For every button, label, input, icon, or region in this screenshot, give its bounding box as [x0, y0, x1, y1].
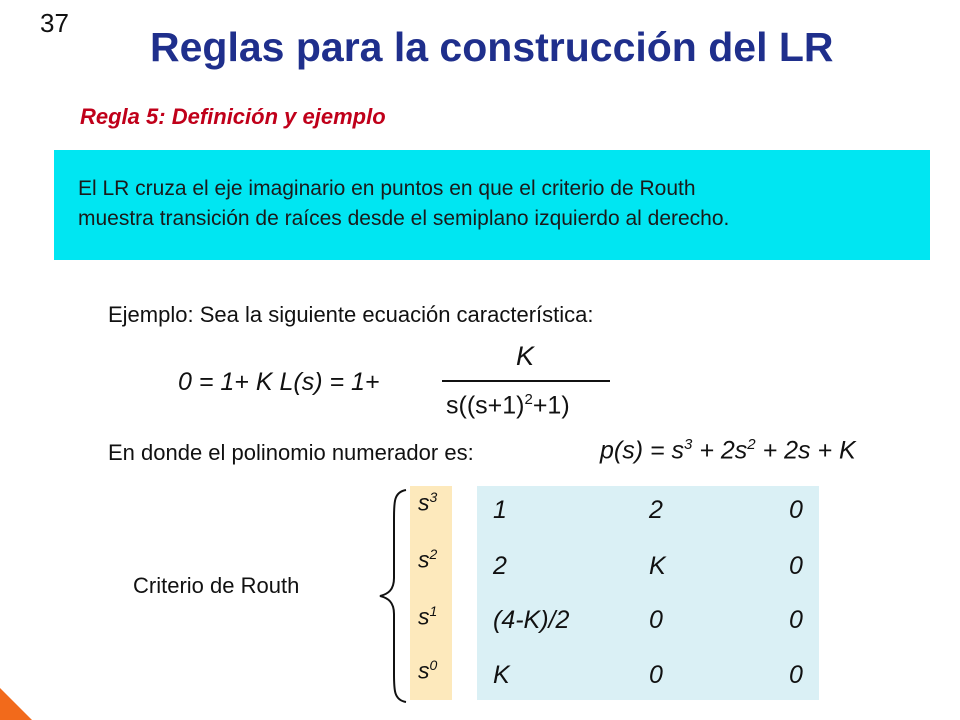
routh-table [477, 486, 819, 700]
poly-mid: + 2s [692, 436, 748, 465]
rule-line-1: El LR cruza el eje imaginario en puntos en que el criterio de Routh [78, 177, 696, 200]
rule-definition-text [78, 174, 729, 234]
polynomial-intro: En donde el polinomio numerador es: [108, 440, 474, 465]
routh-cell: 2 [649, 496, 663, 524]
row-label-s3: $s^3$ [418, 489, 438, 516]
row-label-s1: $s^1$ [418, 603, 438, 630]
slide-title: Reglas para la construcción del LR [150, 24, 834, 70]
routh-row-labels [410, 486, 452, 700]
rule-definition-box [54, 150, 930, 260]
routh-cell: 0 [789, 552, 803, 580]
poly-tail: + 2s + K [755, 436, 856, 465]
equation-left-side: 0 = 1+ K L(s) = 1+ [178, 368, 380, 396]
slide-subtitle: Regla 5: Definición y ejemplo [80, 104, 386, 129]
example-intro: Ejemplo: Sea la siguiente ecuación característica: [108, 302, 594, 327]
poly-prefix: p(s) = s [600, 436, 685, 465]
left-brace-icon [376, 486, 414, 706]
routh-cell: 0 [789, 661, 803, 689]
denominator-base: s((s+1) [446, 391, 525, 420]
routh-cell: 1 [493, 496, 507, 524]
poly-exponent-3: 3 [684, 436, 693, 453]
corner-accent [0, 688, 32, 720]
fraction-denominator [446, 391, 570, 420]
routh-cell: (4-K)/2 [493, 606, 570, 634]
routh-cell: 0 [789, 606, 803, 634]
poly-exponent-2: 2 [747, 436, 756, 453]
fraction-bar [442, 380, 610, 382]
routh-cell: K [649, 552, 666, 580]
denominator-tail: +1) [532, 391, 570, 420]
polynomial-expression [600, 436, 856, 465]
row-label-s2: $s^2$ [418, 546, 438, 573]
routh-cell: 0 [649, 661, 663, 689]
slide-number: 37 [40, 8, 69, 38]
fraction-numerator: K [516, 341, 535, 371]
routh-cell: K [493, 661, 510, 689]
routh-cell: 2 [493, 552, 507, 580]
routh-criterion-label: Criterio de Routh [133, 573, 300, 598]
routh-cell: 0 [649, 606, 663, 634]
row-label-s0: $s^0$ [418, 657, 438, 684]
rule-line-2: muestra transición de raíces desde el semiplano izquierdo al derecho. [78, 207, 730, 230]
routh-cell: 0 [789, 496, 803, 524]
denominator-exponent: 2 [524, 391, 533, 408]
